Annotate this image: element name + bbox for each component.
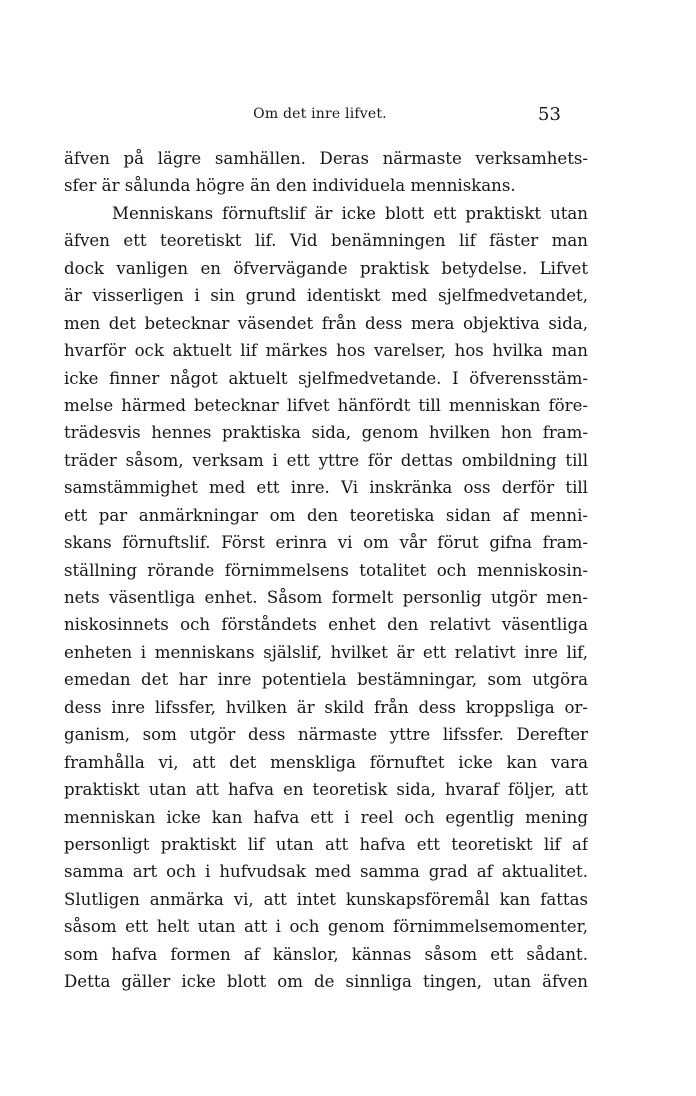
text-line: Detta gäller icke blott om de sinnliga tingen, utan äfven	[64, 972, 588, 992]
body-text	[64, 145, 588, 996]
text-line: är visserligen i sin grund identiskt med sjelfmedvetandet,	[64, 286, 588, 306]
text-line: dess inre lifssfer, hvilken är skild från dess kroppsliga or-	[64, 697, 588, 717]
text-line: emedan det har inre potentiela bestämningar, som utgöra	[64, 670, 588, 690]
text-line: personligt praktiskt lif utan att hafva ett teoretiskt lif af	[64, 834, 588, 854]
text-line: enheten i menniskans själslif, hvilket är ett relativt inre lif,	[64, 642, 588, 662]
text-line: äfven på lägre samhällen. Deras närmaste verksamhets-	[64, 149, 588, 168]
page-number: 53	[538, 104, 561, 125]
text-line: samstämmighet med ett inre. Vi inskränka oss derför till	[64, 478, 588, 498]
running-title: Om det inre lifvet.	[253, 106, 387, 122]
text-line: men det betecknar väsendet från dess mera objektiva sida,	[64, 313, 588, 333]
text-line: Slutligen anmärka vi, att intet kunskapsföremål kan fattas	[64, 889, 588, 909]
text-line: melse härmed betecknar lifvet hänfördt till menniskan före-	[64, 395, 588, 415]
text-line: skans förnuftslif. Först erinra vi om vår förut gifna fram-	[64, 533, 588, 553]
text-line: trädesvis hennes praktiska sida, genom hvilken hon fram-	[64, 423, 588, 443]
text-line: hvarför ock aktuelt lif märkes hos varelser, hos hvilka man	[64, 341, 588, 361]
running-head	[0, 104, 696, 128]
text-line: ett par anmärkningar om den teoretiska sidan af menni-	[64, 505, 588, 525]
text-line: dock vanligen en öfvervägande praktisk betydelse. Lifvet	[64, 258, 588, 278]
text-line: såsom ett helt utan att i och genom förnimmelsemomenter,	[64, 917, 588, 937]
text-line: niskosinnets och förståndets enhet den relativt väsentliga	[64, 615, 588, 635]
text-line: Menniskans förnuftslif är icke blott ett praktiskt utan	[112, 203, 588, 223]
text-line: ganism, som utgör dess närmaste yttre lifssfer. Derefter	[64, 725, 588, 745]
text-line: menniskan icke kan hafva ett i reel och egentlig mening	[64, 807, 588, 827]
text-line: ställning rörande förnimmelsens totalitet och menniskosin-	[64, 560, 588, 580]
text-line: som hafva formen af känslor, kännas såsom ett sådant.	[64, 944, 588, 964]
text-line: icke finner något aktuelt sjelfmedvetande. I öfverensstäm-	[64, 368, 588, 388]
text-line: sfer är sålunda högre än den individuela menniskans.	[64, 176, 516, 196]
text-line: samma art och i hufvudsak med samma grad af aktualitet.	[64, 862, 588, 882]
text-line: framhålla vi, att det menskliga förnuftet icke kan vara	[64, 752, 588, 772]
text-line: nets väsentliga enhet. Såsom formelt personlig utgör men-	[64, 588, 588, 607]
text-line: träder såsom, verksam i ett yttre för dettas ombildning till	[64, 450, 588, 470]
text-line: äfven ett teoretiskt lif. Vid benämningen lif fäster man	[64, 231, 588, 251]
text-line: praktiskt utan att hafva en teoretisk sida, hvaraf följer, att	[64, 780, 588, 800]
